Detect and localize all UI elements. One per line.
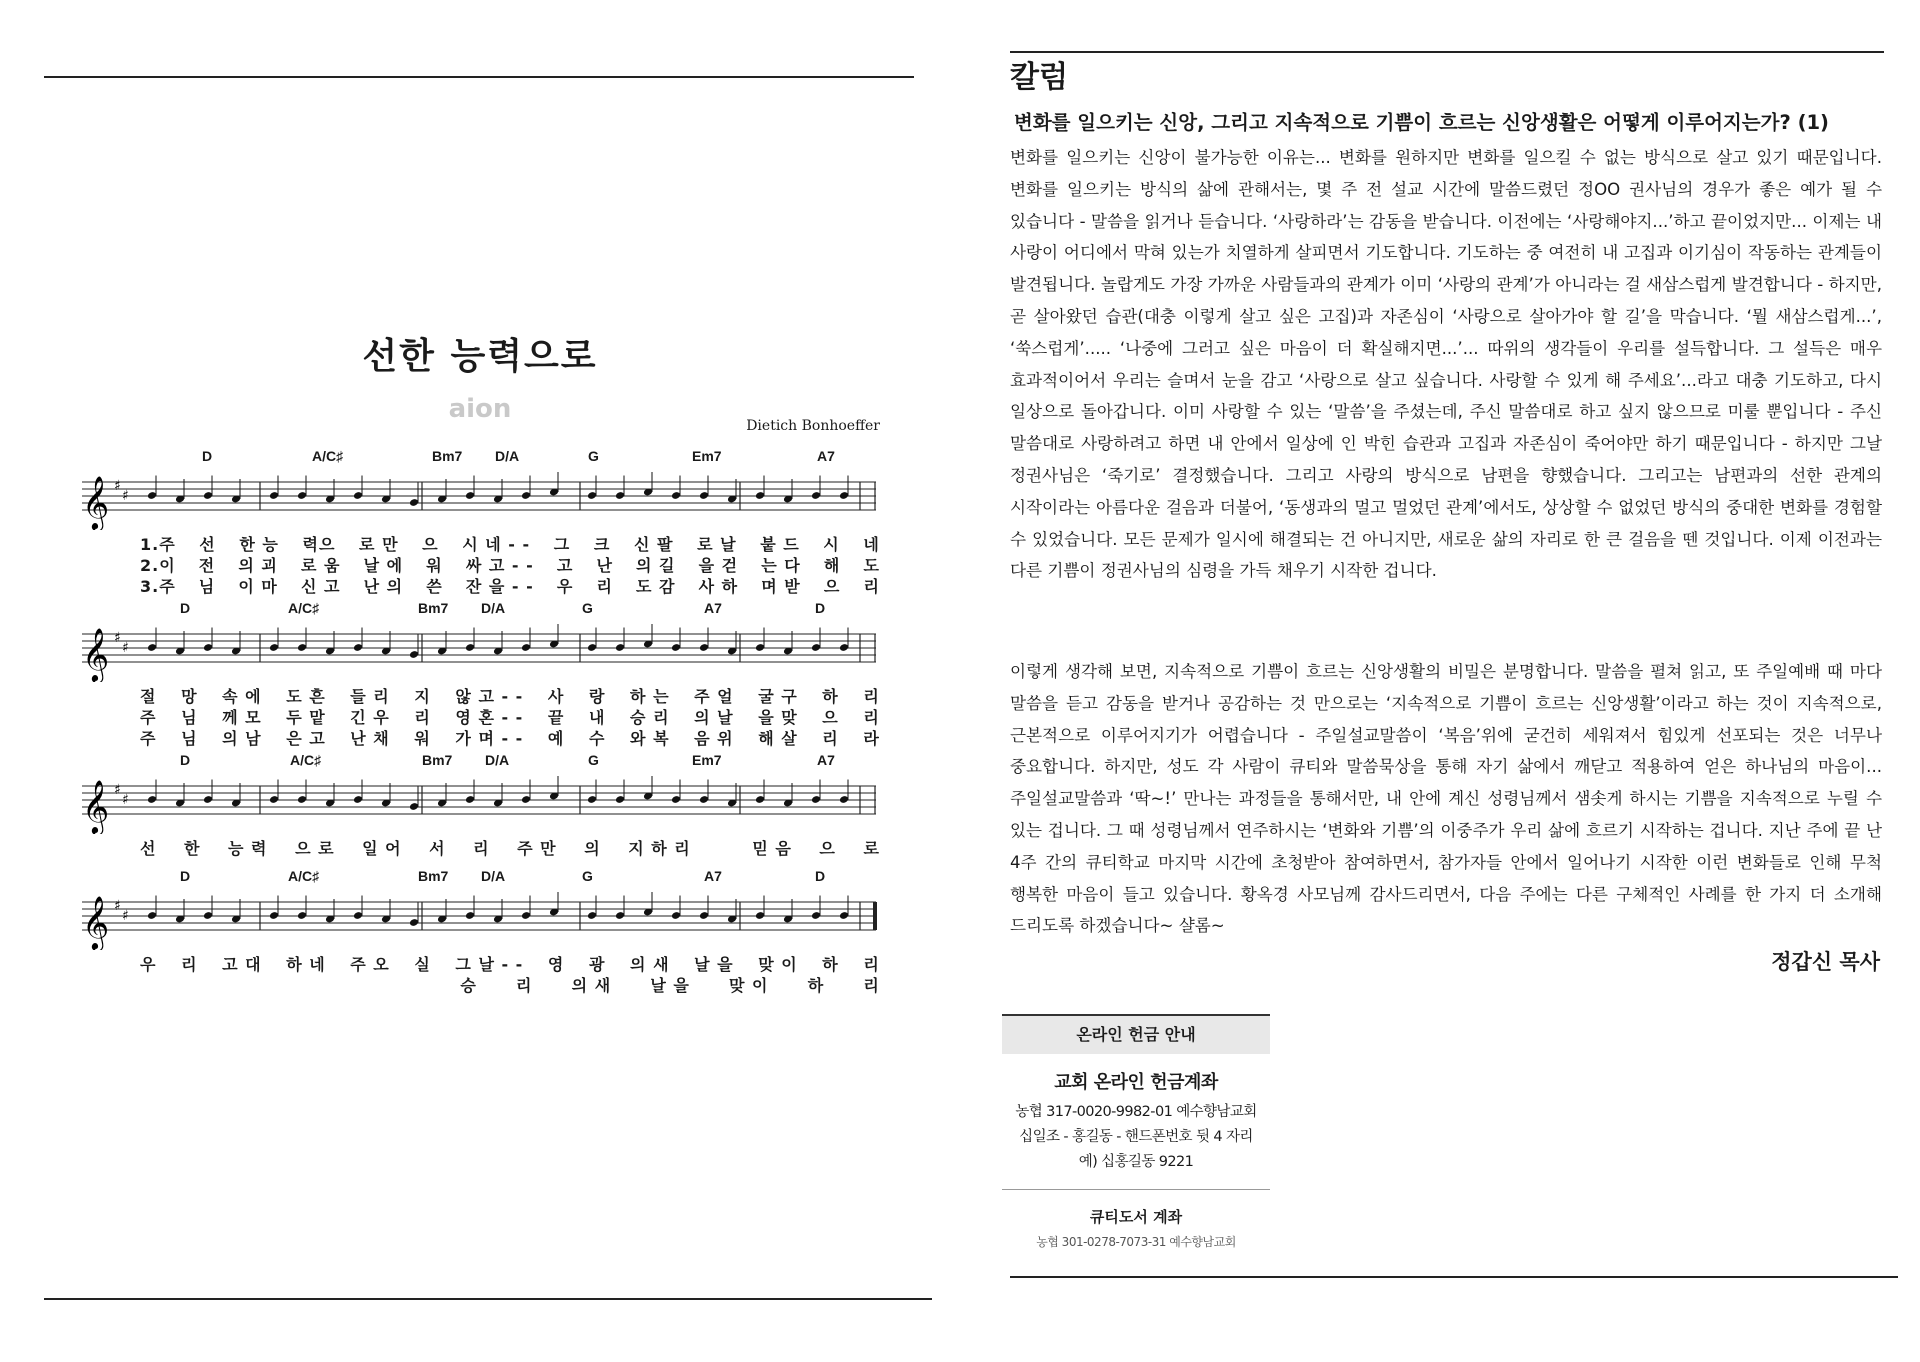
lyric-line (140, 952, 880, 975)
offering-tithe-format: 십일조 - 홍길동 - 핸드폰번호 뒷 4 자리 (1019, 1129, 1253, 1145)
music-staff (80, 774, 880, 834)
chord-symbol: D (180, 752, 191, 768)
music-staff (80, 470, 880, 530)
lyric-syllable: 쓴 (426, 577, 443, 596)
lyric-syllable: 워 (426, 556, 443, 575)
chord-symbol: A/C♯ (288, 868, 320, 884)
chord-symbol: A/C♯ (290, 752, 322, 768)
lyric-syllable: 리 (822, 729, 839, 748)
lyric-syllable: 도 (863, 556, 880, 575)
lyric-syllable: 주 만 (517, 839, 557, 858)
lyric-syllable: 2.이 (140, 556, 176, 575)
chord-symbol: D (815, 600, 826, 616)
chord-symbol: D (202, 448, 213, 464)
lyric-syllable: 긴 우 (350, 708, 390, 727)
chord-symbol: G (582, 868, 593, 884)
lyric-syllable: 끝 (547, 708, 565, 727)
lyric-syllable: 의 길 (636, 556, 676, 575)
lyric-syllable: 크 (593, 535, 611, 554)
lyric-syllable: 능 력 (228, 839, 268, 858)
lyric-syllable: 영 (547, 955, 565, 974)
lyric-syllable: 워 (414, 729, 431, 748)
lyric-syllable: 하 는 (630, 687, 670, 706)
chord-symbol: D (180, 600, 191, 616)
offering-divider (1002, 1189, 1270, 1190)
lyric-syllable: 리 (863, 577, 880, 596)
lyric-syllable: 전 (198, 556, 216, 575)
lyric-syllable: 도 흔 (286, 687, 326, 706)
lyric-syllable: 내 (588, 708, 606, 727)
paragraph-text: 이렇게 생각해 보면, 지속적으로 기쁨이 흐르는 신앙생활의 비밀은 분명합니다. 말씀을 펼쳐 읽고, 또 주일예배 때 마다 말씀을 듣고 감동을 받거나 공감하는 것 만으로는 ‘지속적으로 기쁨이 흐르는 신앙생활’이라고 하는 것이 지속적으로, 근본적으로 이루어지기가 어렵습니다 - 주일설교말씀이 ‘복음’위에 굳건히 세워져서 힘있게 선포되는 것은 너무나 중요합니다. 하지만, 성도 각 사람이 큐티와 말씀묵상을 통해 자기 삶에서 깨닫고 적용하여 얻은 하나님의 마음이... 주일설교말씀과 ‘딱~!’ 만나는 과정들을 통해서만, 내 안에 계신 성령님께서 샘솟게 하시는 기쁨을 지속적으로 누릴 수 있는 겁니다. 그 때 성령님께서 연주하시는 ‘변화와 기쁨’의 이중주가 우리 삶에 흐르기 시작하는 겁니다. 지난 주에 끝 난 4주 간의 큐티학교 마지막 시간에 초청받아 참여하면서, 참가자들 안에서 일어나기 시작한 이런 변화들로 인해 무척 행복한 마음이 들고 있습니다. 황옥경 사모님께 감사드리면서, 다음 주에는 다른 구체적인 사례를 한 가지 더 소개해 드리도록 하겠습니다~ 샬롬~ (1010, 662, 1882, 936)
lyric-syllable: 잔 을 - - (465, 577, 534, 596)
chord-symbol: Bm7 (418, 600, 449, 616)
lyric-syllable: 을 맞 (758, 708, 798, 727)
lyric-syllable: 고 대 (222, 955, 262, 974)
lyric-syllable: 리 (596, 577, 613, 596)
lyric-syllable: 주 얼 (694, 687, 734, 706)
column-paragraph-2 (1010, 656, 1882, 942)
lyric-syllable: 두 맡 (286, 708, 326, 727)
lyric-syllable: 으 (823, 577, 841, 596)
lyric-syllable: 한 (184, 839, 201, 858)
music-staff (80, 890, 880, 950)
lyric-syllable: 1.주 (140, 535, 176, 554)
lyric-syllable: 와 복 (630, 729, 670, 748)
lyric-syllable (323, 973, 330, 996)
chord-symbol: A7 (704, 868, 722, 884)
paragraph-text: 변화를 일으키는 신앙이 불가능한 이유는... 변화를 원하지만 변화를 일으킬 수 없는 방식으로 살고 있기 때문입니다. 변화를 일으키는 방식의 삶에 관해서는, 몇 주 전 설교 시간에 말씀드렸던 정OO 권사님의 경우가 좋은 예가 될 수 있습니다 - 말씀을 읽거나 듣습니다. ‘사랑하라’는 감동을 받습니다. 이전에는 ‘사랑해야지...’하고 끝이었지만... 이제는 내 사랑이 어디에서 막혀 있는가 치열하게 살피면서 기도합니다. 기도하는 중 여전히 내 고집과 이기심이 작동하는 관계들이 발견됩니다. 놀랍게도 가장 가까운 사람들과의 관계가 이미 ‘사랑의 관계’가 아니라는 걸 새삼스럽게 발견합니다 - 하지만, 곧 살아왔던 습관(대충 이렇게 살고 싶은 고집)과 자존심이 ‘사랑으로 살아가야 할 길’을 막습니다. ‘뭘 새삼스럽게...’, ‘쑥스럽게’..... ‘나중에 그러고 싶은 마음이 더 확실해지면...’... 따위의 생각들이 우리를 설득합니다. 그 설득은 매우 효과적이어서 우리는 슬며서 눈을 감고 ‘사랑으로 살고 싶습니다. 사랑할 수 있게 해 주세요’...라고 대충 기도하고, 다시 일상으로 돌아갑니다. 이미 사랑할 수 있는 ‘말씀’을 주셨는데, 주신 말씀대로 하고 싶지 않으므로 미룰 뿐입니다 - 주신 말씀대로 사랑하려고 하면 내 안에서 일상에 인 박힌 습관과 고집과 자존심이 죽어야만 하기 때문입니다 - 하지만 그날 정권사님은 ‘죽기로’ 결정했습니다. 그리고 사랑의 방식으로 남편을 향했습니다. 그리고는 남편과의 선한 관계의 시작이라는 아름다운 걸음과 더불어, ‘동생과의 멀고 멀었던 관계’에서도, 상상할 수 없었던 방식의 중대한 변화를 경험할 수 있었습니다. 모든 문제가 일시에 해결되는 건 아니지만, 새로운 삶의 자리로 한 큰 걸음을 뗀 것입니다. 이제 이전과는 다른 기쁨이 정권사님의 심령을 가득 채우기 시작한 겁니다. (1010, 148, 1882, 581)
lyric-syllable: 네 (863, 535, 880, 554)
lyric-line (140, 574, 880, 597)
author-signature: 정갑신 목사 (1771, 950, 1880, 974)
lyric-syllable: 은 고 (286, 729, 326, 748)
lyric-syllable: 속 에 (222, 687, 262, 706)
offering-info-box (1002, 1014, 1270, 1250)
offering-example: 예) 십홍길동 9221 (1078, 1154, 1194, 1170)
lyric-syllable: 고 (556, 556, 574, 575)
lyric-syllable: 하 네 (286, 955, 326, 974)
lyric-syllable: 의 괴 (238, 556, 278, 575)
music-staff (80, 622, 880, 682)
lyric-syllable: 난 채 (350, 729, 390, 748)
chord-symbol: D (815, 868, 826, 884)
lyric-syllable: 리 (863, 976, 880, 995)
sharp-icon: ♯ (114, 782, 121, 798)
song-title: 선한 능력으로 (362, 336, 598, 377)
lyric-syllable: 리 (181, 955, 198, 974)
right-top-rule (1010, 51, 1884, 53)
chord-symbol: D/A (495, 448, 520, 464)
lyric-syllable: 우 (140, 955, 157, 974)
lyric-syllable: 않 고 - - (455, 687, 524, 706)
sharp-icon: ♯ (114, 630, 121, 646)
chord-symbol: A/C♯ (288, 600, 320, 616)
lyric-syllable (718, 836, 725, 859)
sharp-icon: ♯ (122, 792, 129, 808)
left-top-rule (44, 76, 914, 78)
chord-symbol: A7 (817, 448, 835, 464)
lyric-syllable: 난 의 (363, 577, 404, 596)
lyric-syllable: 실 (414, 955, 431, 974)
lyric-syllable: 난 (596, 556, 613, 575)
lyric-syllable: 님 (181, 708, 198, 727)
lyric-syllable: 리 (863, 687, 880, 706)
lyric-syllable (369, 973, 376, 996)
lyric-syllable: 선 (140, 839, 157, 858)
lyric-syllable: 리 (473, 839, 490, 858)
lyric-syllable: 의 새 (630, 955, 670, 974)
lyric-syllable: 해 (823, 556, 841, 575)
lyric-syllable: 서 (429, 839, 446, 858)
lyric-syllable: 주 오 (350, 955, 390, 974)
lyric-line (140, 553, 880, 576)
treble-clef-icon: 𝄞 (82, 779, 110, 833)
lyric-syllable (140, 973, 147, 996)
chord-symbol: Em7 (692, 448, 722, 464)
lyric-line (140, 836, 880, 859)
lyric-syllable: 님 (181, 729, 198, 748)
lyric-syllable: 그 날 - - (455, 955, 524, 974)
sharp-icon: ♯ (114, 478, 121, 494)
lyric-syllable: 으 로 (295, 839, 335, 858)
right-bottom-rule (1010, 1276, 1898, 1278)
lyric-syllable: 시 네 - - (462, 535, 531, 554)
lyric-syllable: 주 (140, 729, 157, 748)
lyric-syllable: 맞 이 (758, 955, 798, 974)
lyric-syllable: 한 능 (239, 535, 279, 554)
lyric-syllable: 시 (823, 535, 840, 554)
lyric-syllable: 영 혼 - - (455, 708, 524, 727)
lyric-syllable: 굴 구 (758, 687, 798, 706)
chord-symbol: Bm7 (418, 868, 449, 884)
lyric-syllable: 을 걷 (698, 556, 739, 575)
lyric-syllable: 믿 음 (752, 839, 792, 858)
lyric-syllable: 절 (140, 687, 157, 706)
chord-symbol: D (180, 868, 191, 884)
lyric-line (140, 684, 880, 707)
treble-clef-icon: 𝄞 (82, 627, 110, 681)
treble-clef-icon: 𝄞 (82, 895, 110, 949)
lyric-syllable: 로 날 (697, 535, 737, 554)
lyric-syllable: 로 (863, 839, 880, 858)
lyric-syllable: 날 을 (650, 976, 690, 995)
lyric-syllable: 승 리 (630, 708, 670, 727)
lyric-syllable: 맞 이 (729, 976, 769, 995)
lyric-syllable: 예 (547, 729, 565, 748)
sharp-icon: ♯ (114, 898, 121, 914)
lyric-syllable: 우 (556, 577, 574, 596)
lyric-syllable: 망 (181, 687, 198, 706)
lyric-syllable: 승 (460, 976, 477, 995)
column-heading: 칼럼 (1010, 60, 1068, 95)
lyric-syllable: 리 (863, 708, 880, 727)
offering-header: 온라인 헌금 안내 (1002, 1014, 1270, 1054)
lyric-syllable: 사 (547, 687, 565, 706)
lyric-syllable: 리 (863, 955, 880, 974)
lyric-syllable: 주 (140, 708, 157, 727)
lyric-syllable: 지 하 리 (628, 839, 691, 858)
lyric-syllable (232, 973, 239, 996)
lyric-syllable: 의 (584, 839, 601, 858)
chord-symbol: A/C♯ (312, 448, 344, 464)
qt-account-number: 농협 301-0278-7073-31 예수향남교회 (1036, 1235, 1236, 1249)
lyric-syllable (186, 973, 193, 996)
chord-symbol: Bm7 (432, 448, 463, 464)
lyric-syllable: 3.주 (140, 577, 176, 596)
lyric-line (140, 973, 880, 996)
lyric-syllable: 랑 (588, 687, 606, 706)
lyric-syllable: 날 을 (694, 955, 734, 974)
chord-symbol: G (588, 752, 599, 768)
lyric-syllable: 가 며 - - (455, 729, 524, 748)
chord-symbol: A7 (817, 752, 835, 768)
lyric-syllable: 하 (822, 955, 839, 974)
lyric-syllable: 해 살 (758, 729, 798, 748)
lyric-syllable: 으 (822, 708, 839, 727)
lyric-line (140, 726, 880, 749)
offering-account: 농협 317-0020-9982-01 예수향남교회 (1015, 1104, 1257, 1120)
lyric-line (140, 532, 880, 555)
lyric-line (140, 705, 880, 728)
lyric-syllable: 는 다 (761, 556, 801, 575)
lyric-syllable: 음 위 (694, 729, 734, 748)
lyric-syllable: 그 (553, 535, 571, 554)
offering-subtitle: 교회 온라인 헌금계좌 (1054, 1072, 1218, 1093)
lyric-syllable: 며 받 (761, 577, 801, 596)
chord-symbol: G (588, 448, 599, 464)
lyric-syllable: 일 어 (362, 839, 402, 858)
chord-symbol: D/A (481, 868, 506, 884)
lyric-syllable: 의 새 (571, 976, 612, 995)
watermark-logo: aion (448, 394, 512, 424)
lyric-syllable: 수 (588, 729, 606, 748)
chord-symbol: Bm7 (422, 752, 453, 768)
lyric-syllable: 싸 고 - - (465, 556, 534, 575)
lyric-syllable: 들 리 (350, 687, 390, 706)
chord-symbol: D/A (485, 752, 510, 768)
lyric-syllable: 붙 드 (760, 535, 800, 554)
lyric-syllable (415, 973, 422, 996)
lyric-syllable: 사 하 (698, 577, 739, 596)
chord-symbol: G (582, 600, 593, 616)
left-bottom-rule (44, 1298, 932, 1300)
column-paragraph-1 (1010, 142, 1882, 587)
lyric-syllable: 리 (414, 708, 431, 727)
lyric-syllable: 하 (822, 687, 839, 706)
lyric-syllable: 신 고 (301, 577, 341, 596)
lyric-syllable: 지 (414, 687, 431, 706)
lyric-syllable: 신 팔 (633, 535, 674, 554)
lyric-syllable: 도 감 (636, 577, 676, 596)
lyric-syllable: 력으 (302, 535, 336, 554)
sharp-icon: ♯ (122, 908, 129, 924)
lyric-syllable: 리 (516, 976, 533, 995)
chord-symbol: A7 (704, 600, 722, 616)
lyric-syllable: 날 에 (363, 556, 404, 575)
lyric-syllable: 광 (588, 955, 606, 974)
lyric-syllable: 로 만 (359, 535, 399, 554)
lyric-syllable: 로 움 (301, 556, 341, 575)
qt-account-title: 큐티도서 계좌 (1089, 1208, 1183, 1226)
lyric-syllable: 선 (199, 535, 216, 554)
lyric-syllable: 의 날 (694, 708, 734, 727)
composer-credit: Dietich Bonhoeffer (746, 418, 880, 434)
chord-symbol: D/A (481, 600, 506, 616)
sharp-icon: ♯ (122, 640, 129, 656)
lyric-syllable: 라 (863, 729, 880, 748)
lyric-syllable: 으 (819, 839, 836, 858)
lyric-syllable: 님 (198, 577, 216, 596)
lyric-syllable: 께 모 (222, 708, 262, 727)
lyric-syllable: 하 (807, 976, 825, 995)
sharp-icon: ♯ (122, 488, 129, 504)
lyric-syllable: 이 마 (238, 577, 278, 596)
chord-symbol: Em7 (692, 752, 722, 768)
lyric-syllable: 으 (422, 535, 439, 554)
lyric-syllable (277, 973, 284, 996)
lyric-syllable: 의 남 (222, 729, 262, 748)
column-title: 변화를 일으키는 신앙, 그리고 지속적으로 기쁨이 흐르는 신앙생활은 어떻게 이루어지는가? (1) (1014, 111, 1829, 134)
treble-clef-icon: 𝄞 (82, 475, 110, 529)
